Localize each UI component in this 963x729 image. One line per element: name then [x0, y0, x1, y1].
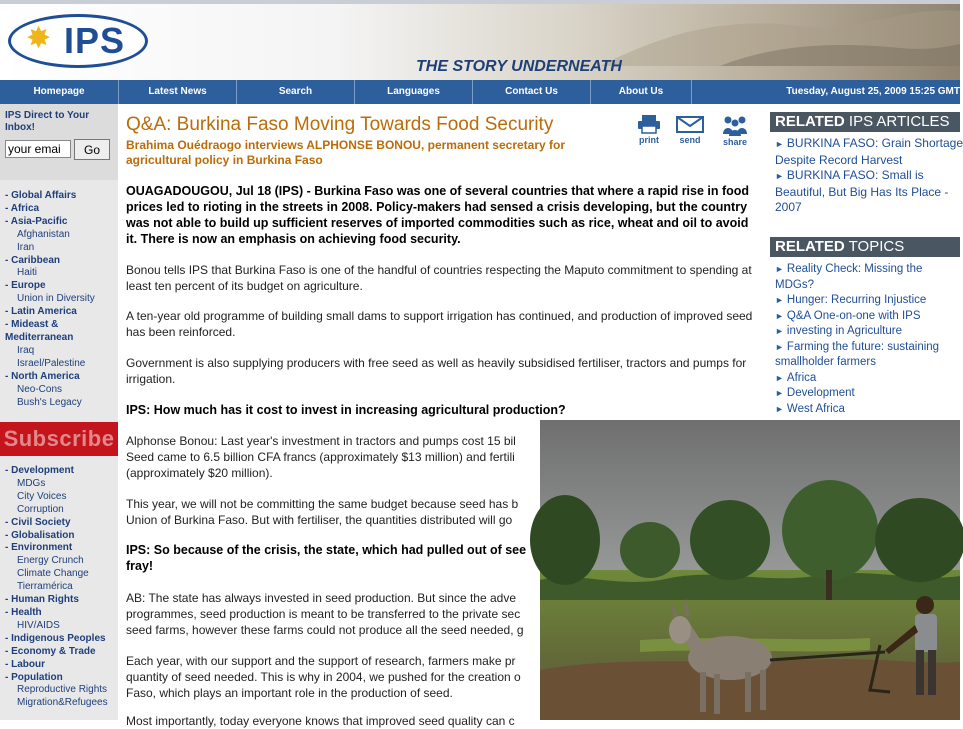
related-topics-head-bold: RELATED [775, 238, 845, 255]
sidebar-sublink[interactable]: Iran [17, 241, 35, 253]
nav-languages[interactable]: Languages [355, 80, 473, 104]
interview-answer: Alphonse Bonou: Last year's investment in tractors and pumps cost 15 bil Seed came to 6.5 billion CFA francs (approximately $13 million) and fertili (approximately $20 million). [126, 434, 516, 480]
interview-question: IPS: So because of the crisis, the state, which had pulled out of see fray! [126, 543, 527, 573]
related-link-text: Farming the future: sustaining smallholder farmers [775, 340, 940, 368]
article-paragraph: Bonou tells IPS that Burkina Faso is one of the handful of countries respecting the Maputo commitment to spending at least ten percent of its budget on agriculture. [126, 263, 752, 293]
related-link[interactable] [775, 309, 963, 325]
sidebar-section-link[interactable]: - Labour [5, 658, 45, 670]
related-link[interactable] [775, 324, 963, 340]
triangle-right-icon: ► [775, 326, 784, 336]
newsletter-title: IPS Direct to Your Inbox! [5, 110, 90, 133]
sidebar-sublink[interactable]: MDGs [17, 477, 46, 489]
related-link-text: Reality Check: Missing the MDGs? [775, 263, 923, 291]
envelope-icon [676, 114, 704, 134]
email-field[interactable] [5, 140, 71, 158]
logo-text: IPS [64, 20, 126, 61]
related-articles-head-bold: RELATED [775, 113, 845, 130]
share-tool[interactable] [718, 114, 752, 147]
nav-contact-us[interactable]: Contact Us [473, 80, 591, 104]
sidebar-section-link[interactable]: - Africa [5, 202, 40, 214]
related-link[interactable] [775, 340, 963, 371]
triangle-right-icon: ► [775, 403, 784, 414]
sidebar-section-link[interactable]: - Environment [5, 542, 73, 554]
triangle-right-icon: ► [775, 310, 784, 321]
related-link-text: Africa [786, 371, 817, 384]
newsletter-box [0, 104, 118, 180]
sidebar-sublink[interactable]: Tierramérica [17, 581, 73, 593]
related-articles-head-rest: IPS ARTICLES [844, 113, 950, 130]
related-link[interactable] [775, 402, 963, 418]
nav-search[interactable]: Search [237, 80, 355, 104]
related-articles-header [770, 112, 960, 132]
site-header [0, 0, 960, 80]
main-nav [0, 80, 960, 104]
globe-icon: ✸ [26, 22, 52, 55]
article-lead: OUAGADOUGOU, Jul 18 (IPS) - Burkina Faso was one of several countries that where a rapid rise in food prices led to rioting in the streets in 2008. Policy-makers had sensed a crisis developing, but the country was not able to build up sufficient reserves of imported commodities such as rice, wheat and oil to avoid it. There is now an emphasis on achieving food security. [126, 184, 750, 246]
sidebar-sublink[interactable]: Neo-Cons [17, 383, 63, 395]
interview-question: IPS: How much has it cost to invest in increasing agricultural production? [126, 403, 566, 417]
ips-logo[interactable] [8, 14, 150, 70]
triangle-right-icon: ► [775, 295, 784, 305]
related-link[interactable] [775, 136, 963, 168]
sidebar-section-link[interactable]: - Latin America [5, 306, 77, 318]
article-paragraph: Each year, with our support and the support of research, farmers make pr quantity of seed needed. This is why in 2004, we pushed for the creation o Faso, which plays an important role in the production of seed. [126, 654, 521, 700]
sidebar-section-link[interactable]: - Europe [5, 280, 46, 292]
sidebar-section-link[interactable]: - Economy & Trade [5, 645, 96, 657]
send-tool[interactable] [673, 114, 707, 145]
print-tool[interactable] [632, 114, 666, 145]
triangle-right-icon: ► [775, 139, 784, 149]
sidebar-sublink[interactable]: Israel/Palestine [17, 357, 86, 369]
related-link-text: investing in Agriculture [786, 325, 902, 337]
related-link[interactable] [775, 371, 963, 387]
sidebar-sublink[interactable]: Reproductive Rights [17, 684, 108, 696]
sidebar-sublink[interactable]: Climate Change [17, 568, 89, 580]
sidebar-section-link[interactable]: - Development [5, 465, 74, 476]
sidebar-sublink[interactable]: Bush's Legacy [17, 396, 82, 408]
article-paragraph: A ten-year old programme of building small dams to support irrigation has continued, and production of improved seed has been reinforced. [126, 309, 753, 339]
header-top-line [0, 0, 960, 4]
article-byline: Brahima Ouédraogo interviews ALPHONSE BONOU, permanent secretary for agricultural policy in Burkina Faso [126, 138, 566, 167]
interview-answer: AB: The state has always invested in seed production. But since the adve programmes, seed production is meant to be transferred to the private sec seed farms, however these farms could not produce all the seed needed, g [126, 591, 524, 637]
farmer-donkey-photo [540, 420, 960, 720]
related-link[interactable] [775, 293, 963, 309]
related-articles-list [775, 136, 963, 216]
sidebar-sublink[interactable]: HIV/AIDS [17, 619, 60, 631]
related-link[interactable] [775, 386, 963, 402]
related-topics-header [770, 237, 960, 257]
send-label: send [679, 135, 701, 145]
sidebar-section-link[interactable]: - Global Affairs [5, 190, 77, 201]
right-column [770, 112, 963, 422]
related-link[interactable] [775, 168, 963, 216]
region-list [5, 190, 117, 409]
triangle-right-icon: ► [775, 341, 784, 352]
sidebar-section-link[interactable]: - Human Rights [5, 594, 79, 606]
triangle-right-icon: ► [775, 171, 784, 181]
sidebar-sublink[interactable]: Afghanistan [17, 228, 70, 240]
site-tagline: THE STORY UNDERNEATH [416, 58, 622, 75]
sidebar-section-link[interactable]: - Indigenous Peoples [5, 632, 106, 644]
sidebar-section-link[interactable]: - North America [5, 370, 80, 382]
nav-homepage[interactable]: Homepage [0, 80, 119, 104]
triangle-right-icon: ► [775, 264, 784, 274]
related-link-text: West Africa [786, 402, 845, 415]
subscribe-banner[interactable]: Subscribe [0, 422, 118, 456]
article-paragraph: Most importantly, today everyone knows that improved seed quality can c [126, 714, 515, 728]
related-link-text: BURKINA FASO: Small is Beautiful, But Big Has Its Place - 2007 [775, 168, 949, 214]
related-link[interactable] [775, 262, 963, 293]
printer-icon [636, 114, 662, 134]
sidebar-section-link[interactable]: Mediterranean [5, 331, 74, 343]
sidebar-section-link[interactable]: - Mideast & [5, 319, 59, 331]
article-title: Q&A: Burkina Faso Moving Towards Food Security [126, 114, 554, 135]
sidebar-sublink[interactable]: Union in Diversity [17, 293, 95, 305]
sidebar-sublink[interactable]: Haiti [17, 267, 38, 279]
nav-about-us[interactable]: About Us [591, 80, 692, 104]
print-label: print [639, 135, 659, 145]
related-topics-list [775, 262, 963, 417]
related-topics-head-rest: TOPICS [844, 238, 905, 255]
triangle-right-icon: ► [775, 388, 784, 398]
sidebar-sublink[interactable]: Energy Crunch [17, 555, 84, 567]
go-button[interactable]: Go [74, 139, 110, 160]
nav-latest-news[interactable]: Latest News [119, 80, 237, 104]
sidebar-sublink[interactable]: Migration&Refugees [17, 697, 108, 709]
share-label: share [722, 137, 748, 147]
sidebar-section-link[interactable]: - Globalisation [5, 529, 75, 541]
related-link-text: BURKINA FASO: Grain Shortage Despite Record Harvest [775, 136, 963, 167]
sidebar-section-link[interactable]: - Health [5, 606, 42, 618]
nav-datetime: Tuesday, August 25, 2009 15:25 GMT [786, 86, 960, 97]
related-link-text: Development [786, 387, 855, 399]
share-people-icon [721, 114, 749, 136]
sidebar-section-link[interactable]: - Caribbean [5, 254, 61, 266]
header-banner-image [600, 6, 960, 66]
triangle-right-icon: ► [775, 372, 784, 383]
sidebar-section-link[interactable]: - Civil Society [5, 516, 71, 528]
photo-illustration [540, 420, 960, 720]
sidebar-sublink[interactable]: Iraq [17, 344, 35, 356]
article-paragraph: Government is also supplying producers with free seed as well as heavily subsidised fertiliser, tractors and pumps for irrigation. [126, 356, 747, 386]
left-sidebar [0, 104, 118, 720]
sidebar-sublink[interactable]: City Voices [17, 490, 67, 502]
topic-list [5, 465, 117, 710]
article-paragraph: This year, we will not be committing the same budget because seed has b Union of Burkina Faso. But with fertiliser, the quantities distributed will go [126, 497, 519, 527]
sidebar-sublink[interactable]: Corruption [17, 503, 64, 515]
sidebar-section-link[interactable]: - Population [5, 671, 63, 683]
sidebar-section-link[interactable]: - Asia-Pacific [5, 215, 68, 227]
related-link-text: Hunger: Recurring Injustice [786, 294, 927, 306]
related-link-text: Q&A One-on-one with IPS [786, 309, 921, 322]
